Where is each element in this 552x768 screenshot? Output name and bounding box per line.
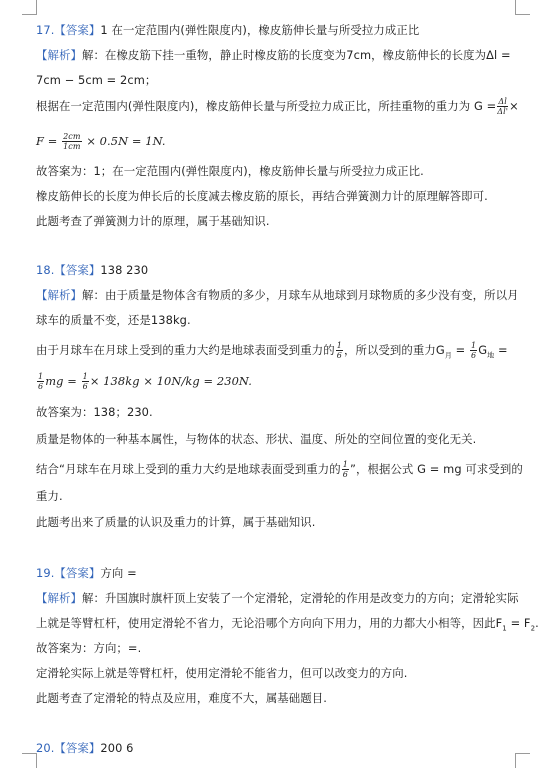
q17-analysis-line-1	[36, 47, 524, 63]
q18-fraction-sixth: $\frac{1}{6}$	[336, 341, 342, 360]
q19-analysis-line-1: 【解析】解：升国旗时旗杆顶上安装了一个定滑轮，定滑轮的作用是改变力的方向；定滑轮实际	[36, 591, 519, 605]
crop-mark-top-right	[515, 0, 530, 15]
q17-answer-line	[36, 22, 524, 38]
q17-analysis-line-7: 此题考查了弹簧测力计的原理，属于基础知识.	[36, 214, 270, 228]
q17-answer: 1 在一定范围内(弹性限度内)，橡皮筋伸长量与所受拉力成正比	[100, 23, 420, 37]
q17-analysis-line-4: F = $\frac{2cm}{1cm}$ × 0.5N = 1N.	[36, 132, 166, 151]
q19-answer: 方向 =	[100, 566, 137, 580]
q17-fraction-length: $\frac{2cm}{1cm}$	[63, 132, 81, 151]
q18-analysis-line-6: 质量是物体的一种基本属性，与物体的状态、形状、温度、所处的空间位置的变化无关.	[36, 432, 477, 446]
q18-analysis-line-7: 结合“月球车在月球上受到的重力大约是地球表面受到重力的 $\frac{1}{6}$ ”，根据公式 G = mg 可求受到的	[36, 460, 523, 479]
q17-analysis-tag: 【解析】	[36, 48, 82, 62]
q18-analysis-line-3: 由于月球车在月球上受到的重力大约是地球表面受到重力的 $\frac{1}{6}$ ，所以受到的重力$G_月$ = $\frac{1}{6}$ $G_地$ =	[36, 341, 508, 360]
q18-analysis-tag: 【解析】	[36, 288, 82, 302]
q18-answer-tag: 【答案】	[54, 263, 101, 277]
q17-analysis-line-3: 根据在一定范围内(弹性限度内)，橡皮筋伸长量与所受拉力成正比，所挂重物的重力为 G = $\frac{\Delta l}{\Delta l'}$ ×	[36, 97, 519, 116]
q19-analysis-tag: 【解析】	[36, 591, 82, 605]
q19-analysis-line-3: 故答案为：方向；=.	[36, 641, 142, 655]
q19-answer-line	[36, 565, 524, 581]
crop-mark-top-left	[22, 0, 37, 15]
q17-analysis-line-6: 橡皮筋伸长的长度为伸长后的长度减去橡皮筋的原长，再结合弹簧测力计的原理解答即可.	[36, 189, 488, 203]
q17-analysis-line-2: 7cm − 5cm = 2cm；	[36, 73, 157, 87]
q19-analysis-line-4: 定滑轮实际上就是等臂杠杆，使用定滑轮不能省力，但可以改变力的方向.	[36, 666, 408, 680]
q18-answer: 138 230	[100, 263, 149, 277]
q17-number: 17.	[36, 23, 55, 37]
q19-analysis-line-2: 上就是等臂杠杆，使用定滑轮不省力，无论沿哪个方向向下用力，用的力都大小相等，因此$F_1 = F_2$.	[36, 616, 539, 633]
q18-analysis-line-9: 此题考出来了质量的认识及重力的计算，属于基础知识.	[36, 515, 316, 529]
q19-analysis-line-5: 此题考查了定滑轮的特点及应用，难度不大，属基础题目.	[36, 691, 327, 705]
q17-answer-tag: 【答案】	[54, 23, 101, 37]
q18-number: 18.	[36, 263, 55, 277]
q18-answer-line	[36, 262, 524, 278]
q17-analysis-line-5: 故答案为：1；在一定范围内(弹性限度内)，橡皮筋伸长量与所受拉力成正比.	[36, 164, 424, 178]
q18-analysis-line-1: 【解析】解：由于质量是物体含有物质的多少，月球车从地球到月球物质的多少没有变，所以月	[36, 288, 519, 302]
crop-mark-bottom-left	[22, 753, 37, 768]
q18-analysis-line-2: 球车的质量不变，还是138kg.	[36, 313, 191, 327]
q19-answer-tag: 【答案】	[54, 566, 101, 580]
q18-analysis-line-8: 重力.	[36, 489, 63, 503]
q20-answer-tag: 【答案】	[54, 741, 101, 755]
q17-fraction-ratio: $\frac{\Delta l}{\Delta l'}$	[497, 97, 509, 116]
q20-answer: 200 6	[100, 741, 134, 755]
q19-number: 19.	[36, 566, 55, 580]
q18-analysis-line-5: 故答案为：138；230.	[36, 405, 153, 419]
q20-number: 20.	[36, 741, 55, 755]
q18-analysis-line-4: $\frac{1}{6}$ mg = $\frac{1}{6}$ × 138kg × 10N/kg = 230N.	[38, 372, 252, 391]
q17-text: 解：在橡皮筋下挂一重物，静止时橡皮筋的长度变为7cm，橡皮筋伸长的长度为Δl =	[81, 48, 511, 62]
q20-answer-line	[36, 740, 524, 756]
